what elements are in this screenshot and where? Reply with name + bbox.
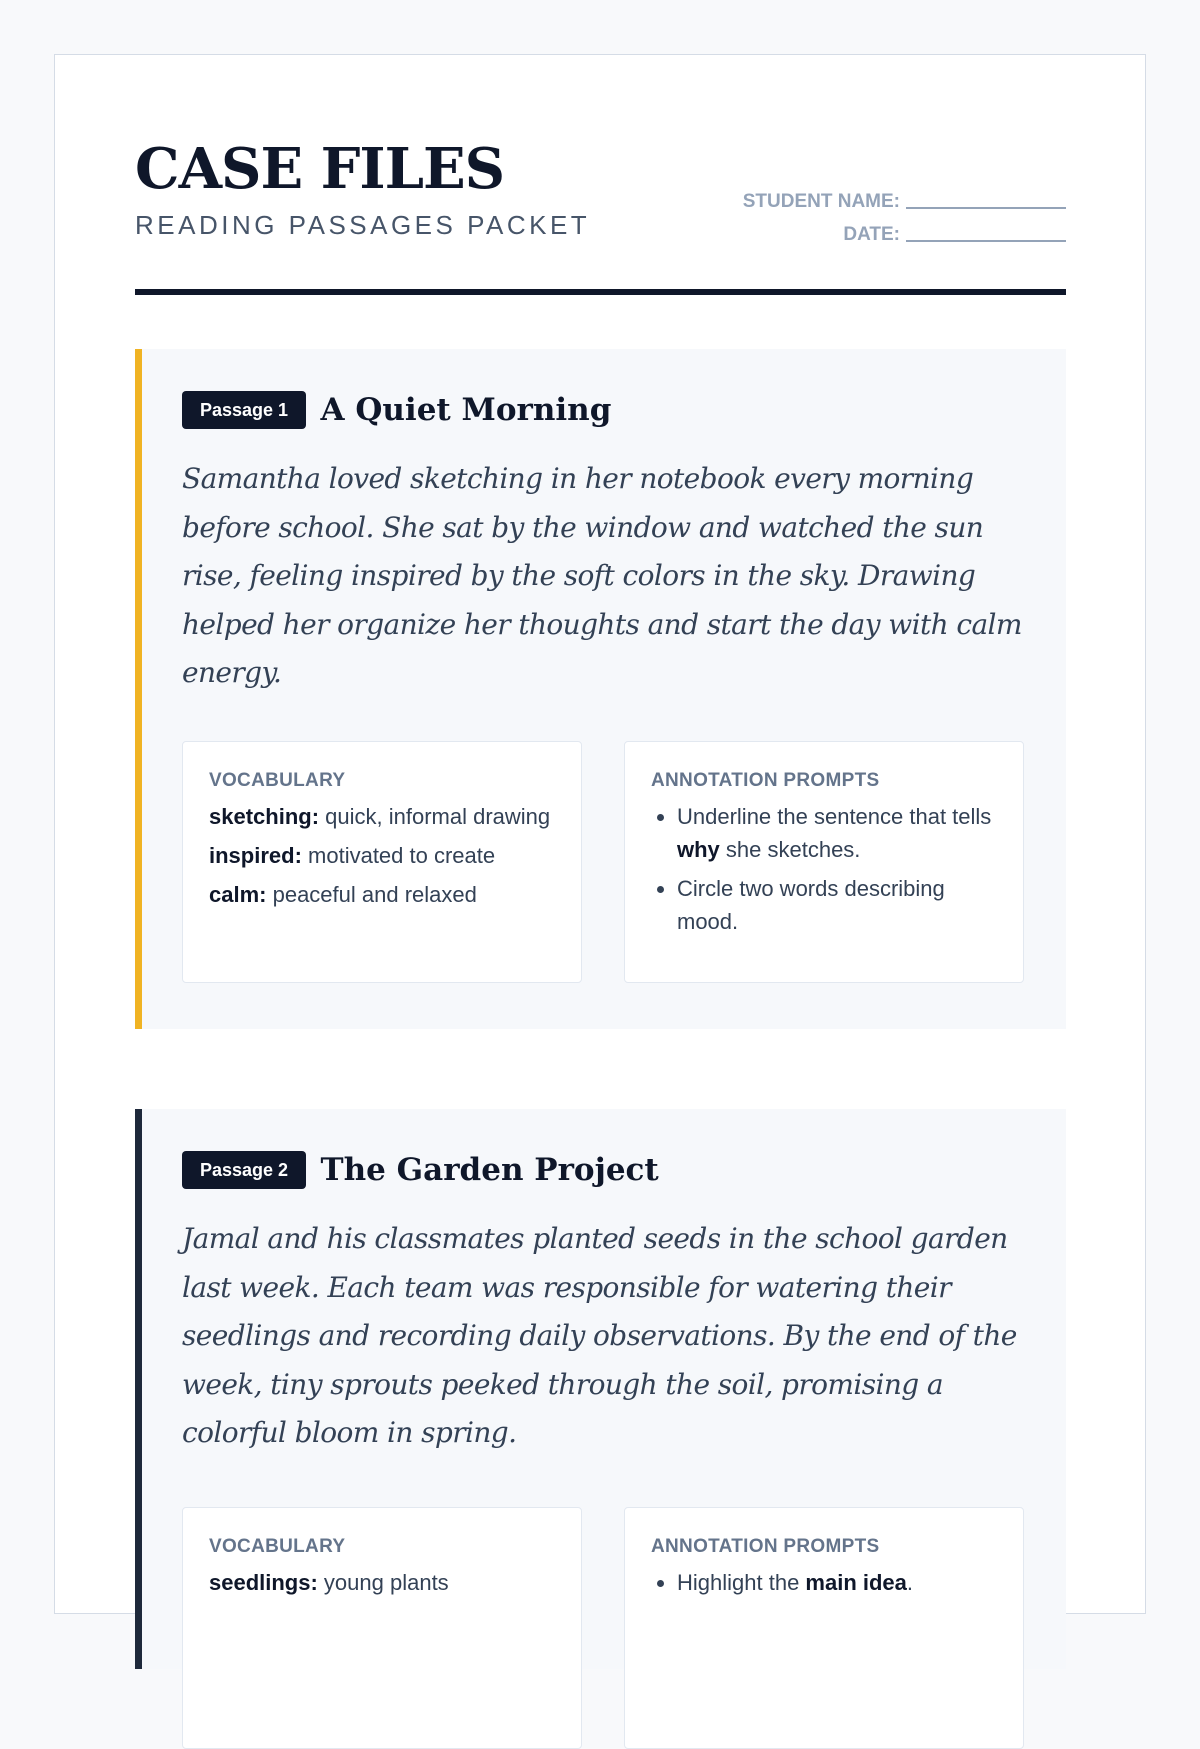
vocab-item: [209, 800, 555, 833]
vocabulary-label: VOCABULARY: [209, 1536, 346, 1557]
prompt-item: [677, 872, 997, 938]
date-blank[interactable]: [906, 226, 1066, 242]
passage-badge: Passage 2: [182, 1151, 306, 1189]
vocab-definition: peaceful and relaxed: [266, 882, 477, 907]
vocab-item: [209, 1566, 555, 1599]
passage-heading: [182, 1151, 659, 1191]
vocabulary-card: [182, 741, 582, 983]
annotation-prompts-card: [624, 1507, 1024, 1749]
vocab-item: [209, 839, 555, 872]
annotation-prompts-label: ANNOTATION PROMPTS: [651, 1536, 880, 1557]
prompt-text: Circle two words describing mood.: [677, 876, 945, 934]
vocab-definition: quick, informal drawing: [319, 804, 551, 829]
student-name-blank[interactable]: [906, 193, 1066, 209]
prompt-list: [651, 800, 997, 938]
vocab-term: sketching:: [209, 804, 320, 829]
worksheet-page: [54, 54, 1146, 1614]
prompt-emphasis: why: [677, 837, 720, 862]
vocabulary-card: [182, 1507, 582, 1749]
vocab-term: calm:: [209, 882, 267, 907]
vocab-definition: young plants: [317, 1570, 449, 1595]
vocab-term: seedlings:: [209, 1570, 318, 1595]
passage-heading: [182, 391, 611, 431]
prompt-emphasis: main idea: [805, 1570, 907, 1595]
vocab-item: [209, 878, 555, 911]
passage-card-2: [135, 1109, 1066, 1669]
date-row: [743, 218, 1066, 251]
prompt-text: Highlight the: [677, 1570, 806, 1595]
passage-card-1: [135, 349, 1066, 1029]
date-label: DATE:: [843, 224, 900, 245]
prompt-text: Underline the sentence that tells: [677, 804, 992, 829]
prompt-text: .: [906, 1570, 914, 1595]
passage-text: Samantha loved sketching in her notebook every morning before school. She sat by the window and watched the sun rise, feeling inspired by the soft colors in the sky. Drawing helped her organize her thoughts and start the day with calm energy.: [182, 462, 1022, 689]
vocab-term: inspired:: [209, 843, 302, 868]
passage-title: The Garden Project: [320, 1152, 659, 1188]
student-name-label: STUDENT NAME:: [742, 191, 900, 212]
prompt-text: she sketches.: [719, 837, 861, 862]
prompt-item: [677, 1566, 997, 1599]
prompt-item: [677, 800, 997, 866]
prompt-list: [651, 1566, 997, 1599]
packet-header: [135, 135, 1066, 295]
annotation-prompts-card: [624, 741, 1024, 983]
vocabulary-label: VOCABULARY: [209, 770, 346, 791]
annotation-prompts-label: ANNOTATION PROMPTS: [651, 770, 880, 791]
vocab-definition: motivated to create: [301, 843, 496, 868]
passage-badge: Passage 1: [182, 391, 306, 429]
page-title: CASE FILES: [135, 136, 505, 202]
page-subtitle: READING PASSAGES PACKET: [135, 210, 591, 240]
student-info: [743, 185, 1066, 251]
passage-title: A Quiet Morning: [320, 392, 612, 428]
student-name-row: [743, 185, 1066, 218]
passage-text: Jamal and his classmates planted seeds in the school garden last week. Each team was responsible for watering their seedlings and recording daily observations. By the end of the week, tiny sprouts peeked through the soil, promising a colorful bloom in spring.: [182, 1222, 1017, 1449]
header-divider: [135, 289, 1066, 295]
